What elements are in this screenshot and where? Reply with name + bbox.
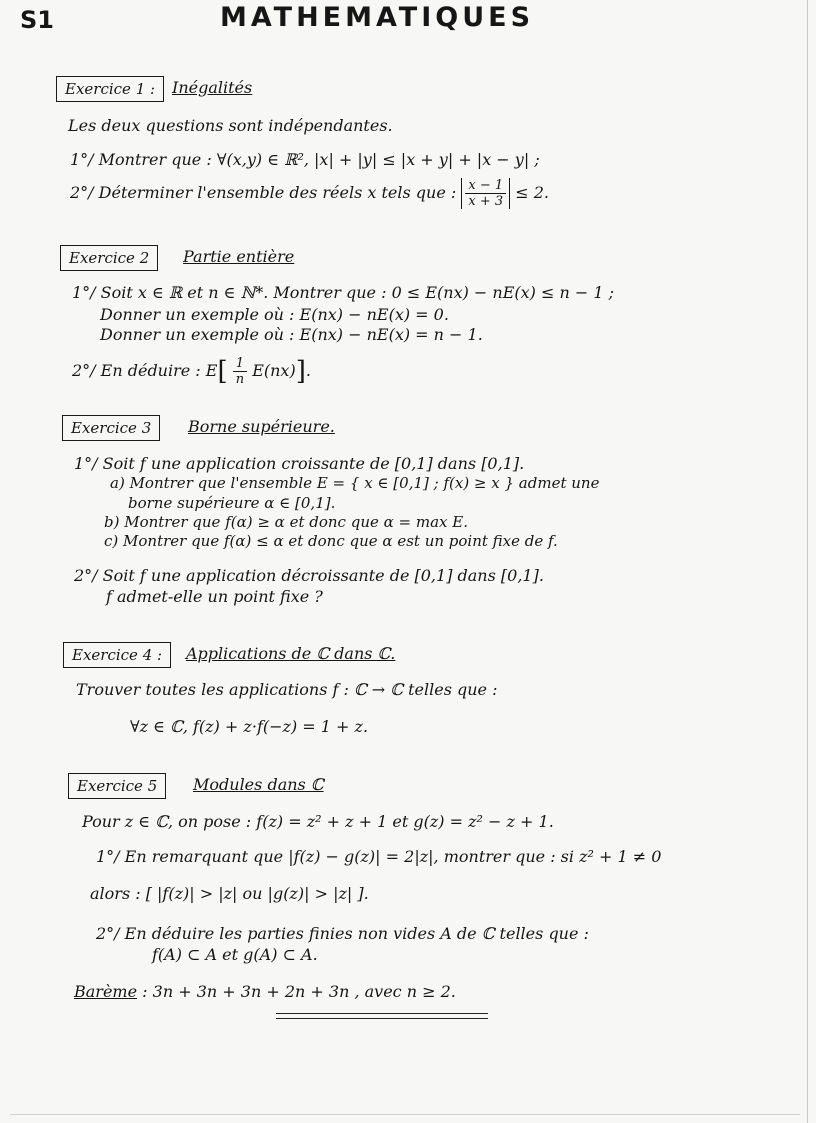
exercise-3-part-a: a) Montrer que l'ensemble E = { x ∈ [0,1] ; f(x) ≥ x } admet une <box>110 474 600 492</box>
exercise-2-question-1: 1°/ Soit x ∈ ℝ et n ∈ ℕ*. Montrer que : 0 ≤ E(nx) − nE(x) ≤ n − 1 ; <box>72 283 615 302</box>
exercise-4-title: Applications de ℂ dans ℂ. <box>186 644 396 663</box>
series-code: S1 <box>20 6 54 34</box>
page-title: MATHEMATIQUES <box>220 2 535 33</box>
closing-rule-1 <box>276 1013 488 1014</box>
exercise-1-question-2-text: 2°/ Déterminer l'ensemble des réels x tels que : <box>70 183 457 202</box>
exercise-1-question-1: 1°/ Montrer que : ∀(x,y) ∈ ℝ², |x| + |y| ≤ |x + y| + |x − y| ; <box>70 150 540 169</box>
fraction-numerator: 1 <box>233 356 247 372</box>
bareme-label: Barème <box>74 982 138 1001</box>
inner-expression: E(nx) <box>252 361 296 380</box>
bracket-close: ] <box>295 356 306 387</box>
exercise-2-label: Exercice 2 <box>60 245 158 271</box>
exercise-3-part-c: c) Montrer que f(α) ≤ α et donc que α est un point fixe de f. <box>104 532 558 550</box>
exercise-3-question-2-cont: f admet-elle un point fixe ? <box>106 587 323 606</box>
bracket-open: [ <box>217 356 228 387</box>
exercise-2-question-2-text: 2°/ En déduire : E <box>72 361 218 380</box>
exercise-5-label: Exercice 5 <box>68 773 166 799</box>
exercise-1-question-2 <box>70 178 549 209</box>
bareme-text: : 3n + 3n + 3n + 2n + 3n , avec n ≥ 2. <box>142 982 456 1001</box>
page-edge-bottom <box>10 1114 800 1115</box>
fraction <box>465 178 506 209</box>
exercise-3-part-b: b) Montrer que f(α) ≥ α et donc que α = max E. <box>104 513 468 531</box>
fraction <box>233 356 247 387</box>
exercise-3-question-1: 1°/ Soit f une application croissante de [0,1] dans [0,1]. <box>74 454 525 473</box>
exercise-4-intro: Trouver toutes les applications f : ℂ → ℂ telles que : <box>76 680 498 699</box>
exercise-5-question-1-cont: alors : [ |f(z)| > |z| ou |g(z)| > |z| ]. <box>90 884 369 903</box>
exercise-2-example-1: Donner un exemple où : E(nx) − nE(x) = 0. <box>100 305 449 324</box>
bareme <box>74 982 456 1001</box>
exercise-5-title: Modules dans ℂ <box>193 775 324 794</box>
exercise-2-title: Partie entière <box>183 247 295 266</box>
exercise-2-question-2 <box>72 356 311 387</box>
exercise-5-question-1: 1°/ En remarquant que |f(z) − g(z)| = 2|z|, montrer que : si z² + 1 ≠ 0 <box>96 847 662 866</box>
exercise-3-title: Borne supérieure. <box>188 417 335 436</box>
exercise-3-part-a-cont: borne supérieure α ∈ [0,1]. <box>128 494 336 512</box>
exercise-3-question-2: 2°/ Soit f une application décroissante de [0,1] dans [0,1]. <box>74 566 544 585</box>
fraction-denominator: n <box>235 372 245 387</box>
exercise-5-question-2-cont: f(A) ⊂ A et g(A) ⊂ A. <box>152 945 318 964</box>
fraction-denominator: x + 3 <box>468 194 504 209</box>
page-edge <box>807 0 808 1123</box>
fraction-numerator: x − 1 <box>465 178 506 194</box>
closing-rule-2 <box>276 1018 488 1019</box>
period: . <box>305 361 311 380</box>
fraction-abs <box>461 178 510 209</box>
exercise-1-question-2-bound: ≤ 2. <box>515 183 549 202</box>
exercise-1-title: Inégalités <box>172 78 253 97</box>
exercise-3-label: Exercice 3 <box>62 415 160 441</box>
exercise-5-intro: Pour z ∈ ℂ, on pose : f(z) = z² + z + 1 et g(z) = z² − z + 1. <box>82 812 554 831</box>
exercise-1-label: Exercice 1 : <box>56 76 164 102</box>
exercise-2-example-2: Donner un exemple où : E(nx) − nE(x) = n − 1. <box>100 325 483 344</box>
exercise-4-label: Exercice 4 : <box>63 642 171 668</box>
exercise-1-intro: Les deux questions sont indépendantes. <box>68 116 393 135</box>
exercise-5-question-2: 2°/ En déduire les parties finies non vides A de ℂ telles que : <box>96 924 589 943</box>
exercise-4-equation: ∀z ∈ ℂ, f(z) + z·f(−z) = 1 + z. <box>130 717 369 736</box>
